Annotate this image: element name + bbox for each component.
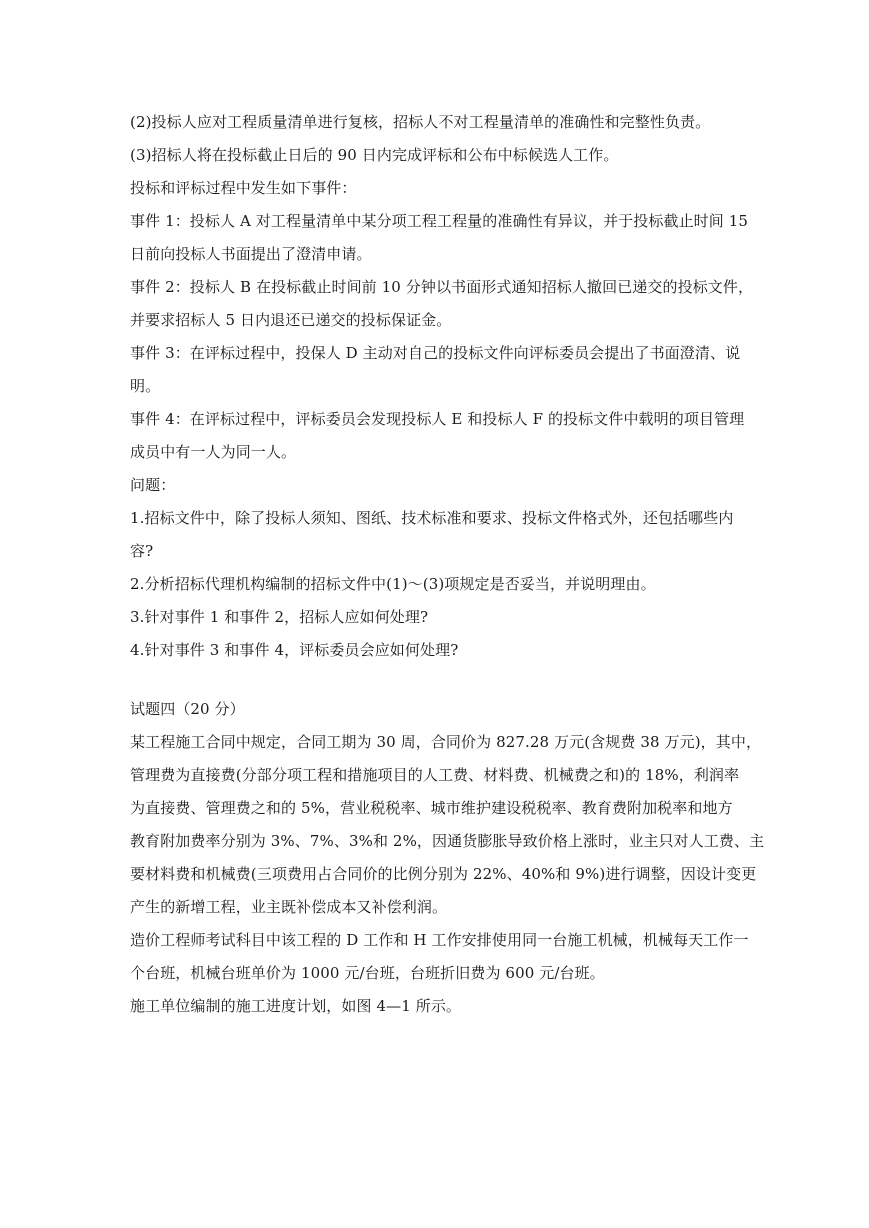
paragraph-question-2 [130,568,748,601]
text-line: 管理费为直接费(分部分项工程和措施项目的人工费、材料费、机械费之和)的 18%，利润率 [130,766,740,784]
text-line: (2)投标人应对工程质量清单进行复核，招标人不对工程量清单的准确性和完整性负责。 [130,113,711,131]
text-line: 某工程施工合同中规定，合同工期为 30 周，合同价为 827.28 万元(含规费 38 万元)，其中， [130,733,762,751]
text-line: 4.针对事件 3 和事件 4，评标委员会应如何处理? [130,641,459,659]
paragraph-questions-heading [130,469,748,502]
paragraph-question-1 [130,502,748,568]
text-line: 产生的新增工程，业主既补偿成本又补偿利润。 [130,898,448,916]
paragraph-event-2 [130,271,754,337]
text-line: 投标和评标过程中发生如下事件： [130,179,357,197]
text-line: 事件 3：在评标过程中，投保人 D 主动对自己的投标文件向评标委员会提出了书面澄清、说 [130,344,741,362]
paragraph-question-3 [130,601,748,634]
text-line: 事件 1：投标人 A 对工程量清单中某分项工程工程量的准确性有异议，并于投标截止时间 15 [130,212,749,230]
text-line: 容? [130,542,154,560]
text-line: 要材料费和机械费(三项费用占合同价的比例分别为 22%、40%和 9%)进行调整，因设计变更 [130,865,757,883]
text-line: 2.分析招标代理机构编制的招标文件中(1)～(3)项规定是否妥当，并说明理由。 [130,575,656,593]
section-spacer [130,667,748,693]
text-line: 3.针对事件 1 和事件 2，招标人应如何处理? [130,608,429,626]
text-line: 事件 2：投标人 B 在投标截止时间前 10 分钟以书面形式通知招标人撤回已递交的投标文件， [130,278,754,296]
paragraph-event-1 [130,205,748,271]
text-line: 教育附加费率分别为 3%、7%、3%和 2%，因通货膨胀导致价格上涨时，业主只对人工费、主 [130,832,765,850]
paragraph-question-4 [130,634,748,667]
text-line: 日前向投标人书面提出了澄清申请。 [130,245,372,263]
section-title [130,693,748,726]
paragraph-event-3 [130,337,748,403]
text-line: 问题： [130,476,176,494]
section-title-text: 试题四（20 分） [130,700,245,718]
text-line: 个台班，机械台班单价为 1000 元/台班，台班折旧费为 600 元/台班。 [130,964,605,982]
paragraph-contract-terms [130,726,765,924]
text-line: 1.招标文件中，除了投标人须知、图纸、技术标准和要求、投标文件格式外，还包括哪些内 [130,509,734,527]
text-line: 造价工程师考试科目中该工程的 D 工作和 H 工作安排使用同一台施工机械，机械每天工作一 [130,931,749,949]
text-line: 成员中有一人为同一人。 [130,443,297,461]
text-line: (3)招标人将在投标截止日后的 90 日内完成评标和公布中标候选人工作。 [130,146,619,164]
paragraph-machinery [130,924,748,990]
text-line: 明。 [130,377,161,395]
document-body [130,106,765,1023]
text-line: 并要求招标人 5 日内退还已递交的投标保证金。 [130,311,452,329]
paragraph-item-3 [130,139,748,172]
text-line: 事件 4：在评标过程中，评标委员会发现投标人 E 和投标人 F 的投标文件中载明的项目管理 [130,410,745,428]
text-line: 为直接费、管理费之和的 5%，营业税税率、城市维护建设税税率、教育费附加税率和地方 [130,799,733,817]
paragraph-item-2 [130,106,748,139]
text-line: 施工单位编制的施工进度计划，如图 4—1 所示。 [130,997,462,1015]
paragraph-events-intro [130,172,748,205]
paragraph-schedule [130,990,748,1023]
paragraph-event-4 [130,403,748,469]
